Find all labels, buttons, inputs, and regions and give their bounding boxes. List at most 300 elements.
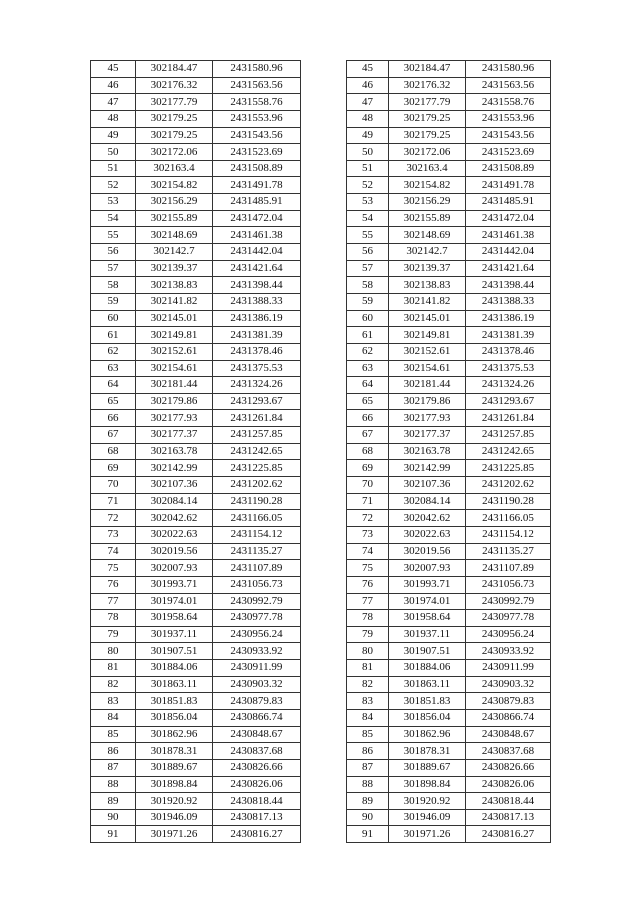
- x-coordinate-cell: 302107.36: [136, 477, 213, 494]
- x-coordinate-cell: 301889.67: [389, 759, 466, 776]
- y-coordinate-cell: 2431154.12: [213, 526, 301, 543]
- point-number-cell: 84: [91, 709, 136, 726]
- table-row: [91, 343, 301, 360]
- y-coordinate-cell: 2431580.96: [213, 61, 301, 78]
- x-coordinate-cell: 301884.06: [389, 660, 466, 677]
- point-number-cell: 77: [91, 593, 136, 610]
- table-row: [91, 61, 301, 78]
- x-coordinate-cell: 302042.62: [136, 510, 213, 527]
- point-number-cell: 91: [91, 826, 136, 843]
- table-row: [91, 360, 301, 377]
- point-number-cell: 54: [347, 210, 389, 227]
- point-number-cell: 87: [347, 759, 389, 776]
- point-number-cell: 90: [347, 809, 389, 826]
- y-coordinate-cell: 2431257.85: [213, 427, 301, 444]
- point-number-cell: 78: [347, 610, 389, 627]
- y-coordinate-cell: 2430848.67: [466, 726, 551, 743]
- point-number-cell: 91: [347, 826, 389, 843]
- table-row: [91, 277, 301, 294]
- table-row: [91, 393, 301, 410]
- point-number-cell: 47: [91, 94, 136, 111]
- x-coordinate-cell: 302142.7: [389, 244, 466, 261]
- y-coordinate-cell: 2430848.67: [213, 726, 301, 743]
- point-number-cell: 69: [91, 460, 136, 477]
- table-row: [347, 293, 551, 310]
- x-coordinate-cell: 302176.32: [136, 77, 213, 94]
- table-row: [347, 127, 551, 144]
- point-number-cell: 74: [347, 543, 389, 560]
- table-row: [91, 310, 301, 327]
- y-coordinate-cell: 2431553.96: [466, 110, 551, 127]
- x-coordinate-cell: 301946.09: [136, 809, 213, 826]
- table-row: [347, 610, 551, 627]
- x-coordinate-cell: 302154.61: [389, 360, 466, 377]
- point-number-cell: 90: [91, 809, 136, 826]
- y-coordinate-cell: 2430866.74: [213, 709, 301, 726]
- point-number-cell: 84: [347, 709, 389, 726]
- point-number-cell: 64: [91, 377, 136, 394]
- x-coordinate-cell: 302184.47: [136, 61, 213, 78]
- x-coordinate-cell: 301920.92: [389, 793, 466, 810]
- y-coordinate-cell: 2431190.28: [213, 493, 301, 510]
- point-number-cell: 57: [347, 260, 389, 277]
- y-coordinate-cell: 2431388.33: [213, 293, 301, 310]
- table-row: [347, 626, 551, 643]
- y-coordinate-cell: 2431543.56: [213, 127, 301, 144]
- x-coordinate-cell: 302007.93: [136, 560, 213, 577]
- y-coordinate-cell: 2431225.85: [213, 460, 301, 477]
- y-coordinate-cell: 2430879.83: [466, 693, 551, 710]
- table-row: [91, 110, 301, 127]
- x-coordinate-cell: 302176.32: [389, 77, 466, 94]
- point-number-cell: 66: [91, 410, 136, 427]
- y-coordinate-cell: 2431398.44: [466, 277, 551, 294]
- table-row: [347, 593, 551, 610]
- point-number-cell: 73: [91, 526, 136, 543]
- table-row: [347, 526, 551, 543]
- x-coordinate-cell: 301993.71: [136, 576, 213, 593]
- table-row: [347, 576, 551, 593]
- table-row: [91, 510, 301, 527]
- x-coordinate-cell: 302148.69: [136, 227, 213, 244]
- x-coordinate-cell: 302019.56: [136, 543, 213, 560]
- point-number-cell: 72: [91, 510, 136, 527]
- table-row: [347, 77, 551, 94]
- coordinate-table-right: [346, 60, 551, 843]
- y-coordinate-cell: 2431378.46: [466, 343, 551, 360]
- y-coordinate-cell: 2431381.39: [466, 327, 551, 344]
- point-number-cell: 48: [347, 110, 389, 127]
- x-coordinate-cell: 302139.37: [389, 260, 466, 277]
- point-number-cell: 86: [347, 743, 389, 760]
- point-number-cell: 75: [91, 560, 136, 577]
- x-coordinate-cell: 302042.62: [389, 510, 466, 527]
- x-coordinate-cell: 302179.25: [136, 110, 213, 127]
- x-coordinate-cell: 302141.82: [389, 293, 466, 310]
- table-row: [347, 676, 551, 693]
- y-coordinate-cell: 2430817.13: [466, 809, 551, 826]
- point-number-cell: 58: [91, 277, 136, 294]
- table-row: [347, 510, 551, 527]
- point-number-cell: 63: [347, 360, 389, 377]
- y-coordinate-cell: 2430818.44: [213, 793, 301, 810]
- y-coordinate-cell: 2431166.05: [466, 510, 551, 527]
- x-coordinate-cell: 302007.93: [389, 560, 466, 577]
- table-row: [91, 610, 301, 627]
- y-coordinate-cell: 2431293.67: [213, 393, 301, 410]
- table-row: [347, 543, 551, 560]
- point-number-cell: 55: [347, 227, 389, 244]
- x-coordinate-cell: 302149.81: [136, 327, 213, 344]
- table-row: [347, 160, 551, 177]
- table-row: [91, 693, 301, 710]
- table-row: [91, 327, 301, 344]
- point-number-cell: 76: [347, 576, 389, 593]
- x-coordinate-cell: 301856.04: [136, 709, 213, 726]
- x-coordinate-cell: 302177.79: [136, 94, 213, 111]
- point-number-cell: 65: [91, 393, 136, 410]
- point-number-cell: 88: [91, 776, 136, 793]
- point-number-cell: 46: [91, 77, 136, 94]
- table-row: [347, 144, 551, 161]
- point-number-cell: 75: [347, 560, 389, 577]
- x-coordinate-cell: 302145.01: [136, 310, 213, 327]
- point-number-cell: 60: [347, 310, 389, 327]
- x-coordinate-cell: 301878.31: [389, 743, 466, 760]
- table-row: [91, 560, 301, 577]
- table-row: [347, 94, 551, 111]
- coordinate-table-left: [90, 60, 301, 843]
- x-coordinate-cell: 301863.11: [136, 676, 213, 693]
- x-coordinate-cell: 301856.04: [389, 709, 466, 726]
- point-number-cell: 74: [91, 543, 136, 560]
- table-row: [91, 210, 301, 227]
- x-coordinate-cell: 302138.83: [389, 277, 466, 294]
- point-number-cell: 49: [91, 127, 136, 144]
- point-number-cell: 80: [347, 643, 389, 660]
- point-number-cell: 88: [347, 776, 389, 793]
- y-coordinate-cell: 2430992.79: [213, 593, 301, 610]
- y-coordinate-cell: 2431508.89: [466, 160, 551, 177]
- x-coordinate-cell: 302163.4: [389, 160, 466, 177]
- x-coordinate-cell: 301884.06: [136, 660, 213, 677]
- point-number-cell: 79: [347, 626, 389, 643]
- x-coordinate-cell: 302148.69: [389, 227, 466, 244]
- table-row: [91, 593, 301, 610]
- y-coordinate-cell: 2431485.91: [213, 194, 301, 211]
- table-row: [91, 676, 301, 693]
- table-row: [91, 427, 301, 444]
- point-number-cell: 81: [91, 660, 136, 677]
- x-coordinate-cell: 301974.01: [389, 593, 466, 610]
- x-coordinate-cell: 301993.71: [389, 576, 466, 593]
- x-coordinate-cell: 302163.78: [389, 443, 466, 460]
- y-coordinate-cell: 2430879.83: [213, 693, 301, 710]
- y-coordinate-cell: 2431461.38: [466, 227, 551, 244]
- table-row: [347, 194, 551, 211]
- point-number-cell: 52: [91, 177, 136, 194]
- point-number-cell: 82: [347, 676, 389, 693]
- x-coordinate-cell: 302142.7: [136, 244, 213, 261]
- x-coordinate-cell: 301937.11: [136, 626, 213, 643]
- y-coordinate-cell: 2430826.66: [213, 759, 301, 776]
- y-coordinate-cell: 2431202.62: [466, 477, 551, 494]
- point-number-cell: 45: [91, 61, 136, 78]
- x-coordinate-cell: 302172.06: [389, 144, 466, 161]
- x-coordinate-cell: 302179.86: [389, 393, 466, 410]
- x-coordinate-cell: 302177.37: [136, 427, 213, 444]
- x-coordinate-cell: 302179.25: [389, 110, 466, 127]
- point-number-cell: 81: [347, 660, 389, 677]
- x-coordinate-cell: 302177.93: [136, 410, 213, 427]
- y-coordinate-cell: 2431135.27: [466, 543, 551, 560]
- table-row: [91, 94, 301, 111]
- x-coordinate-cell: 301971.26: [136, 826, 213, 843]
- y-coordinate-cell: 2430816.27: [466, 826, 551, 843]
- table-row: [347, 110, 551, 127]
- x-coordinate-cell: 301974.01: [136, 593, 213, 610]
- table-row: [91, 244, 301, 261]
- x-coordinate-cell: 302149.81: [389, 327, 466, 344]
- x-coordinate-cell: 301878.31: [136, 743, 213, 760]
- y-coordinate-cell: 2431242.65: [466, 443, 551, 460]
- x-coordinate-cell: 301971.26: [389, 826, 466, 843]
- point-number-cell: 65: [347, 393, 389, 410]
- y-coordinate-cell: 2431442.04: [466, 244, 551, 261]
- y-coordinate-cell: 2431421.64: [213, 260, 301, 277]
- x-coordinate-cell: 302179.86: [136, 393, 213, 410]
- point-number-cell: 71: [347, 493, 389, 510]
- table-row: [347, 443, 551, 460]
- y-coordinate-cell: 2431398.44: [213, 277, 301, 294]
- y-coordinate-cell: 2431261.84: [466, 410, 551, 427]
- point-number-cell: 55: [91, 227, 136, 244]
- table-row: [91, 194, 301, 211]
- point-number-cell: 50: [91, 144, 136, 161]
- point-number-cell: 73: [347, 526, 389, 543]
- y-coordinate-cell: 2430992.79: [466, 593, 551, 610]
- y-coordinate-cell: 2430956.24: [466, 626, 551, 643]
- y-coordinate-cell: 2430837.68: [466, 743, 551, 760]
- y-coordinate-cell: 2431386.19: [213, 310, 301, 327]
- y-coordinate-cell: 2431472.04: [213, 210, 301, 227]
- table-row: [91, 293, 301, 310]
- y-coordinate-cell: 2431421.64: [466, 260, 551, 277]
- table-row: [91, 260, 301, 277]
- y-coordinate-cell: 2431472.04: [466, 210, 551, 227]
- y-coordinate-cell: 2431107.89: [213, 560, 301, 577]
- y-coordinate-cell: 2431563.56: [466, 77, 551, 94]
- point-number-cell: 70: [91, 477, 136, 494]
- y-coordinate-cell: 2431261.84: [213, 410, 301, 427]
- table-row: [347, 477, 551, 494]
- point-number-cell: 59: [347, 293, 389, 310]
- y-coordinate-cell: 2430826.06: [213, 776, 301, 793]
- table-row: [347, 410, 551, 427]
- point-number-cell: 85: [347, 726, 389, 743]
- table-row: [91, 576, 301, 593]
- table-row: [91, 660, 301, 677]
- point-number-cell: 45: [347, 61, 389, 78]
- point-number-cell: 51: [347, 160, 389, 177]
- table-row: [347, 793, 551, 810]
- table-row: [91, 493, 301, 510]
- x-coordinate-cell: 301898.84: [389, 776, 466, 793]
- table-row: [347, 377, 551, 394]
- y-coordinate-cell: 2431375.53: [213, 360, 301, 377]
- table-row: [347, 809, 551, 826]
- x-coordinate-cell: 301863.11: [389, 676, 466, 693]
- point-number-cell: 49: [347, 127, 389, 144]
- point-number-cell: 64: [347, 377, 389, 394]
- x-coordinate-cell: 301958.64: [389, 610, 466, 627]
- table-row: [347, 709, 551, 726]
- table-row: [91, 709, 301, 726]
- y-coordinate-cell: 2430818.44: [466, 793, 551, 810]
- point-number-cell: 54: [91, 210, 136, 227]
- y-coordinate-cell: 2431375.53: [466, 360, 551, 377]
- y-coordinate-cell: 2431553.96: [213, 110, 301, 127]
- y-coordinate-cell: 2430826.66: [466, 759, 551, 776]
- y-coordinate-cell: 2431154.12: [466, 526, 551, 543]
- point-number-cell: 72: [347, 510, 389, 527]
- y-coordinate-cell: 2431225.85: [466, 460, 551, 477]
- point-number-cell: 51: [91, 160, 136, 177]
- y-coordinate-cell: 2431388.33: [466, 293, 551, 310]
- point-number-cell: 71: [91, 493, 136, 510]
- x-coordinate-cell: 302141.82: [136, 293, 213, 310]
- x-coordinate-cell: 302145.01: [389, 310, 466, 327]
- y-coordinate-cell: 2431107.89: [466, 560, 551, 577]
- table-row: [347, 260, 551, 277]
- table-row: [347, 776, 551, 793]
- x-coordinate-cell: 302181.44: [136, 377, 213, 394]
- table-row: [347, 743, 551, 760]
- y-coordinate-cell: 2431508.89: [213, 160, 301, 177]
- table-row: [347, 726, 551, 743]
- point-number-cell: 67: [91, 427, 136, 444]
- y-coordinate-cell: 2430866.74: [466, 709, 551, 726]
- x-coordinate-cell: 302172.06: [136, 144, 213, 161]
- x-coordinate-cell: 301946.09: [389, 809, 466, 826]
- table-row: [91, 477, 301, 494]
- x-coordinate-cell: 302138.83: [136, 277, 213, 294]
- y-coordinate-cell: 2431242.65: [213, 443, 301, 460]
- x-coordinate-cell: 302152.61: [136, 343, 213, 360]
- table-row: [347, 660, 551, 677]
- point-number-cell: 83: [347, 693, 389, 710]
- point-number-cell: 61: [347, 327, 389, 344]
- x-coordinate-cell: 302022.63: [136, 526, 213, 543]
- point-number-cell: 63: [91, 360, 136, 377]
- point-number-cell: 62: [91, 343, 136, 360]
- x-coordinate-cell: 302155.89: [389, 210, 466, 227]
- y-coordinate-cell: 2431166.05: [213, 510, 301, 527]
- point-number-cell: 48: [91, 110, 136, 127]
- y-coordinate-cell: 2430911.99: [213, 660, 301, 677]
- x-coordinate-cell: 302184.47: [389, 61, 466, 78]
- point-number-cell: 69: [347, 460, 389, 477]
- x-coordinate-cell: 301862.96: [389, 726, 466, 743]
- x-coordinate-cell: 302022.63: [389, 526, 466, 543]
- table-row: [347, 759, 551, 776]
- y-coordinate-cell: 2430977.78: [466, 610, 551, 627]
- point-number-cell: 89: [347, 793, 389, 810]
- y-coordinate-cell: 2431523.69: [466, 144, 551, 161]
- table-row: [91, 227, 301, 244]
- x-coordinate-cell: 301862.96: [136, 726, 213, 743]
- y-coordinate-cell: 2430911.99: [466, 660, 551, 677]
- table-row: [91, 726, 301, 743]
- table-row: [347, 427, 551, 444]
- table-row: [347, 210, 551, 227]
- x-coordinate-cell: 302142.99: [136, 460, 213, 477]
- point-number-cell: 57: [91, 260, 136, 277]
- table-row: [91, 793, 301, 810]
- table-row: [347, 227, 551, 244]
- point-number-cell: 56: [347, 244, 389, 261]
- table-row: [347, 277, 551, 294]
- point-number-cell: 76: [91, 576, 136, 593]
- y-coordinate-cell: 2430837.68: [213, 743, 301, 760]
- x-coordinate-cell: 302152.61: [389, 343, 466, 360]
- table-row: [347, 244, 551, 261]
- y-coordinate-cell: 2431257.85: [466, 427, 551, 444]
- table-row: [347, 177, 551, 194]
- table-row: [91, 460, 301, 477]
- x-coordinate-cell: 302154.61: [136, 360, 213, 377]
- table-row: [347, 643, 551, 660]
- x-coordinate-cell: 301907.51: [136, 643, 213, 660]
- y-coordinate-cell: 2430903.32: [213, 676, 301, 693]
- x-coordinate-cell: 302156.29: [389, 194, 466, 211]
- point-number-cell: 53: [347, 194, 389, 211]
- y-coordinate-cell: 2431190.28: [466, 493, 551, 510]
- x-coordinate-cell: 301958.64: [136, 610, 213, 627]
- y-coordinate-cell: 2431324.26: [213, 377, 301, 394]
- table-row: [91, 526, 301, 543]
- x-coordinate-cell: 302179.25: [389, 127, 466, 144]
- x-coordinate-cell: 301851.83: [389, 693, 466, 710]
- y-coordinate-cell: 2431293.67: [466, 393, 551, 410]
- table-row: [347, 393, 551, 410]
- point-number-cell: 83: [91, 693, 136, 710]
- table-row: [347, 560, 551, 577]
- x-coordinate-cell: 302107.36: [389, 477, 466, 494]
- x-coordinate-cell: 301920.92: [136, 793, 213, 810]
- point-number-cell: 82: [91, 676, 136, 693]
- y-coordinate-cell: 2430933.92: [466, 643, 551, 660]
- table-row: [347, 693, 551, 710]
- table-row: [347, 493, 551, 510]
- y-coordinate-cell: 2431491.78: [466, 177, 551, 194]
- point-number-cell: 62: [347, 343, 389, 360]
- table-row: [347, 826, 551, 843]
- point-number-cell: 68: [91, 443, 136, 460]
- y-coordinate-cell: 2431381.39: [213, 327, 301, 344]
- x-coordinate-cell: 302156.29: [136, 194, 213, 211]
- y-coordinate-cell: 2430817.13: [213, 809, 301, 826]
- y-coordinate-cell: 2430933.92: [213, 643, 301, 660]
- y-coordinate-cell: 2431056.73: [213, 576, 301, 593]
- point-number-cell: 78: [91, 610, 136, 627]
- y-coordinate-cell: 2431324.26: [466, 377, 551, 394]
- y-coordinate-cell: 2431135.27: [213, 543, 301, 560]
- table-row: [91, 743, 301, 760]
- y-coordinate-cell: 2431563.56: [213, 77, 301, 94]
- y-coordinate-cell: 2431378.46: [213, 343, 301, 360]
- x-coordinate-cell: 302084.14: [389, 493, 466, 510]
